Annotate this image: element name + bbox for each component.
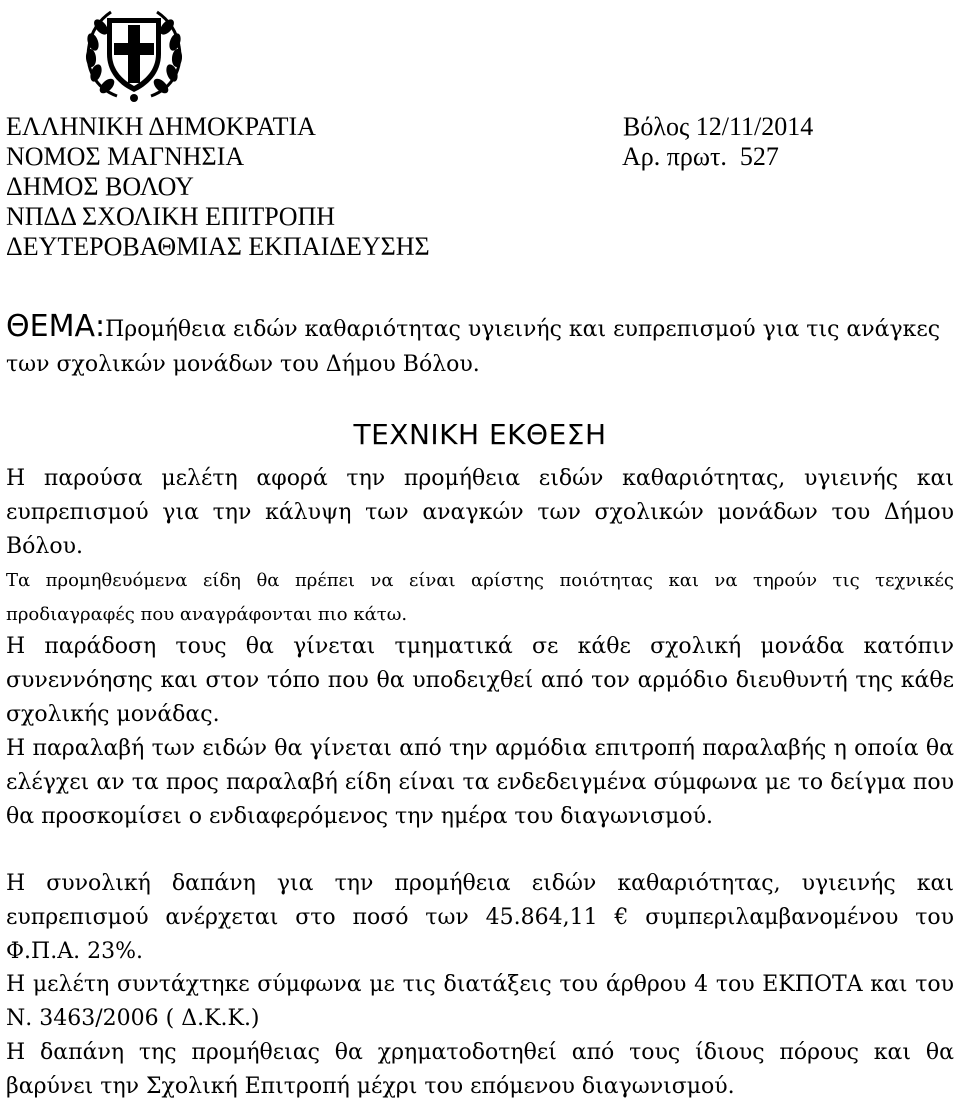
document-date: Βόλος 12/11/2014 bbox=[623, 112, 814, 141]
subject-line bbox=[6, 310, 956, 383]
issuer-line-committee: ΝΠΔΔ ΣΧΟΛΙΚΗ ΕΠΙΤΡΟΠΗ bbox=[6, 202, 336, 231]
paragraph-cost bbox=[6, 867, 954, 969]
issuer-line-prefecture: ΝΟΜΟΣ ΜΑΓΝΗΣΙΑ bbox=[6, 142, 245, 171]
issuer-line-education: ΔΕΥΤΕΡΟΒΑΘΜΙΑΣ ΕΚΠΑΙΔΕΥΣΗΣ bbox=[6, 232, 430, 261]
protocol-number: Αρ. πρωτ. 527 bbox=[622, 142, 779, 171]
paragraph-delivery-text: Η παράδοση τους θα γίνεται τμηματικά σε κάθε σχολική μονάδα κατόπιν συνεννόησης και στον τόπο που θα υποδειχθεί από τον αρμόδιο διευθυντή της κάθε σχολικής μονάδας. bbox=[6, 634, 954, 727]
paragraph-quality bbox=[6, 564, 954, 632]
report-title: ΤΕΧΝΙΚΗ ΕΚΘΕΣΗ bbox=[353, 418, 607, 451]
coat-of-arms-emblem bbox=[81, 2, 187, 106]
paragraph-acceptance-text: Η παραλαβή των ειδών θα γίνεται από την αρμόδια επιτροπή παραλαβής η οποία θα ελέγχει αν τα προς παραλαβή είδη είναι τα ενδεδειγμένα σύμφωνα με το δείγμα που θα προσκομίσει ο ενδιαφερόμενος την ημέρα του διαγωνισμού. bbox=[6, 736, 954, 829]
paragraph-legal-basis-text: Η μελέτη συντάχτηκε σύμφωνα με τις διατάξεις του άρθρου 4 του ΕΚΠΟΤΑ και του Ν. 3463/2006 ( Δ.Κ.Κ.) bbox=[6, 972, 954, 1031]
subject-label: ΘΕΜΑ: bbox=[6, 309, 106, 344]
paragraph-delivery bbox=[6, 630, 954, 732]
paragraph-legal-basis bbox=[6, 968, 954, 1036]
issuer-line-municipality: ΔΗΜΟΣ ΒΟΛΟΥ bbox=[6, 172, 194, 201]
issuer-block bbox=[6, 112, 430, 262]
paragraph-funding-text: Η δαπάνη της προμήθειας θα χρηματοδοτηθεί από τους ίδιους πόρους και θα βαρύνει την Σχολική Επιτροπή μέχρι του επόμενου διαγωνισμού. bbox=[6, 1040, 954, 1099]
paragraph-acceptance bbox=[6, 732, 954, 834]
paragraph-funding bbox=[6, 1036, 954, 1104]
subject-text: Προμήθεια ειδών καθαριότητας υγιεινής και ευπρεπισμού για τις ανάγκες των σχολικών μονάδων του Δήμου Βόλου. bbox=[6, 317, 941, 377]
issuer-line-republic: ΕΛΛΗΝΙΚΗ ΔΗΜΟΚΡΑΤΙΑ bbox=[6, 112, 316, 141]
paragraph-quality-text: Τα προμηθευόμενα είδη θα πρέπει να είναι αρίστης ποιότητας και να τηρούν τις τεχνικές προδιαγραφές που αναγράφονται πιο κάτω. bbox=[6, 570, 954, 625]
paragraph-scope-text: Η παρούσα μελέτη αφορά την προμήθεια ειδών καθαριότητας, υγιεινής και ευπρεπισμού για την κάλυψη των αναγκών των σχολικών μονάδων του Δήμου Βόλου. bbox=[6, 466, 954, 559]
paragraph-cost-text: Η συνολική δαπάνη για την προμήθεια ειδών καθαριότητας, υγιεινής και ευπρεπισμού ανέρχεται στο ποσό των 45.864,11 € συμπεριλαμβανομένου του Φ.Π.Α. 23%. bbox=[6, 871, 954, 964]
paragraph-scope bbox=[6, 462, 954, 564]
